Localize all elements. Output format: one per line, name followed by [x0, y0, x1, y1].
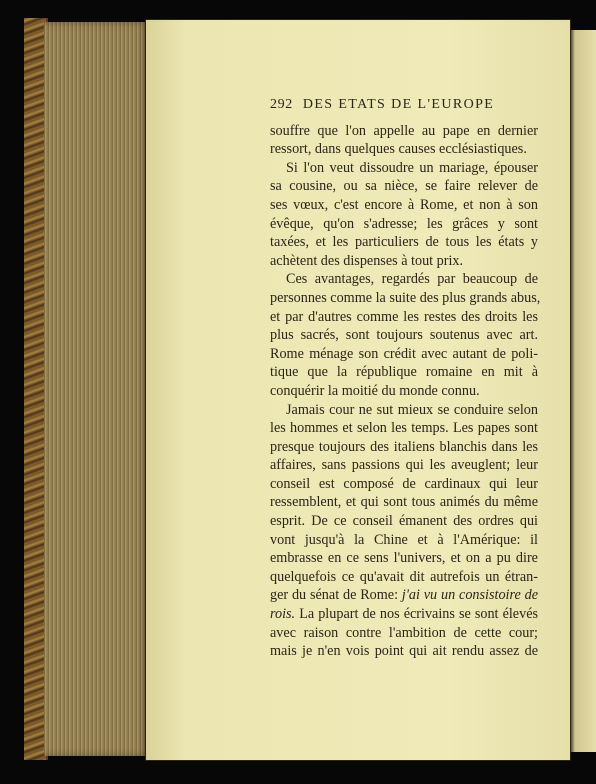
text-line: les hommes et selon les temps. Les papes sont — [270, 420, 538, 437]
text-line: affaires, sans passions qui les aveuglent; leur — [270, 457, 538, 474]
italic-quote: j'ai vu un consistoire de — [401, 587, 538, 604]
text-line: presque toujours des italiens blanchis dans les — [270, 438, 538, 455]
text-line: esprit. De ce conseil émanent des ordres qui — [270, 513, 538, 530]
text-line: évêque, qu'on s'adresse; les grâces y sont — [270, 215, 538, 232]
page-text-block — [270, 96, 541, 661]
page-stack-edges — [44, 22, 150, 756]
text-line: Si l'on veut dissoudre un mariage, épouser — [286, 159, 538, 176]
text-line: et par d'autres comme les restes des droits les — [270, 308, 538, 325]
text-line: Jamais cour ne sut mieux se conduire selon — [286, 401, 538, 418]
text-fragment: La plupart de nos écrivains se sont élevés — [299, 606, 539, 623]
text-line: mais je n'en vois point qui ait rendu assez de — [270, 643, 538, 660]
text-line: ressemblent, et qui sont tous animés du même — [270, 494, 538, 511]
text-line: taxées, et les particuliers de tous les états y — [270, 234, 538, 251]
text-line: conquérir la moitié du monde connu. — [270, 382, 480, 399]
text-line: Rome ménage son crédit avec autant de poli- — [270, 345, 538, 362]
text-line: quelquefois ce qu'avait dit autrefois un étran- — [270, 568, 538, 585]
text-line-mixed — [270, 586, 538, 605]
running-head-title: DES ETATS DE L'EUROPE — [302, 97, 495, 112]
page-number: 292 — [270, 97, 293, 112]
facing-page-edge — [570, 30, 596, 752]
text-line: conseil est composé de cardinaux qui leur — [270, 475, 538, 492]
text-line: ressort, dans quelques causes ecclésiastiques. — [270, 141, 527, 158]
text-line: embrasse en ce sens l'univers, et on a pu dire — [270, 550, 538, 567]
italic-quote-end: rois. — [270, 606, 296, 623]
text-fragment: ger du sénat de Rome: — [270, 587, 399, 604]
running-head — [270, 96, 538, 115]
text-line: Ces avantages, regardés par beaucoup de — [286, 271, 538, 288]
text-line: ses vœux, c'est encore à Rome, et non à son — [270, 196, 538, 213]
text-line: plus sacrés, sont toujours soutenus avec art. — [270, 327, 538, 344]
text-line: avec raison contre l'ambition de cette cour; — [270, 624, 538, 641]
text-line: personnes comme la suite des plus grands abus, — [270, 289, 541, 306]
text-line: souffre que l'on appelle au pape en dernier — [270, 122, 538, 139]
text-line: sa cousine, ou sa nièce, se faire relever de — [270, 178, 538, 195]
text-line: vont jusqu'à la Chine et à l'Amérique: il — [270, 531, 538, 548]
text-line: tique que la république romaine en mit à — [270, 364, 538, 381]
text-line: achètent des dispenses à tout prix. — [270, 252, 464, 269]
text-line-mixed — [270, 605, 538, 624]
